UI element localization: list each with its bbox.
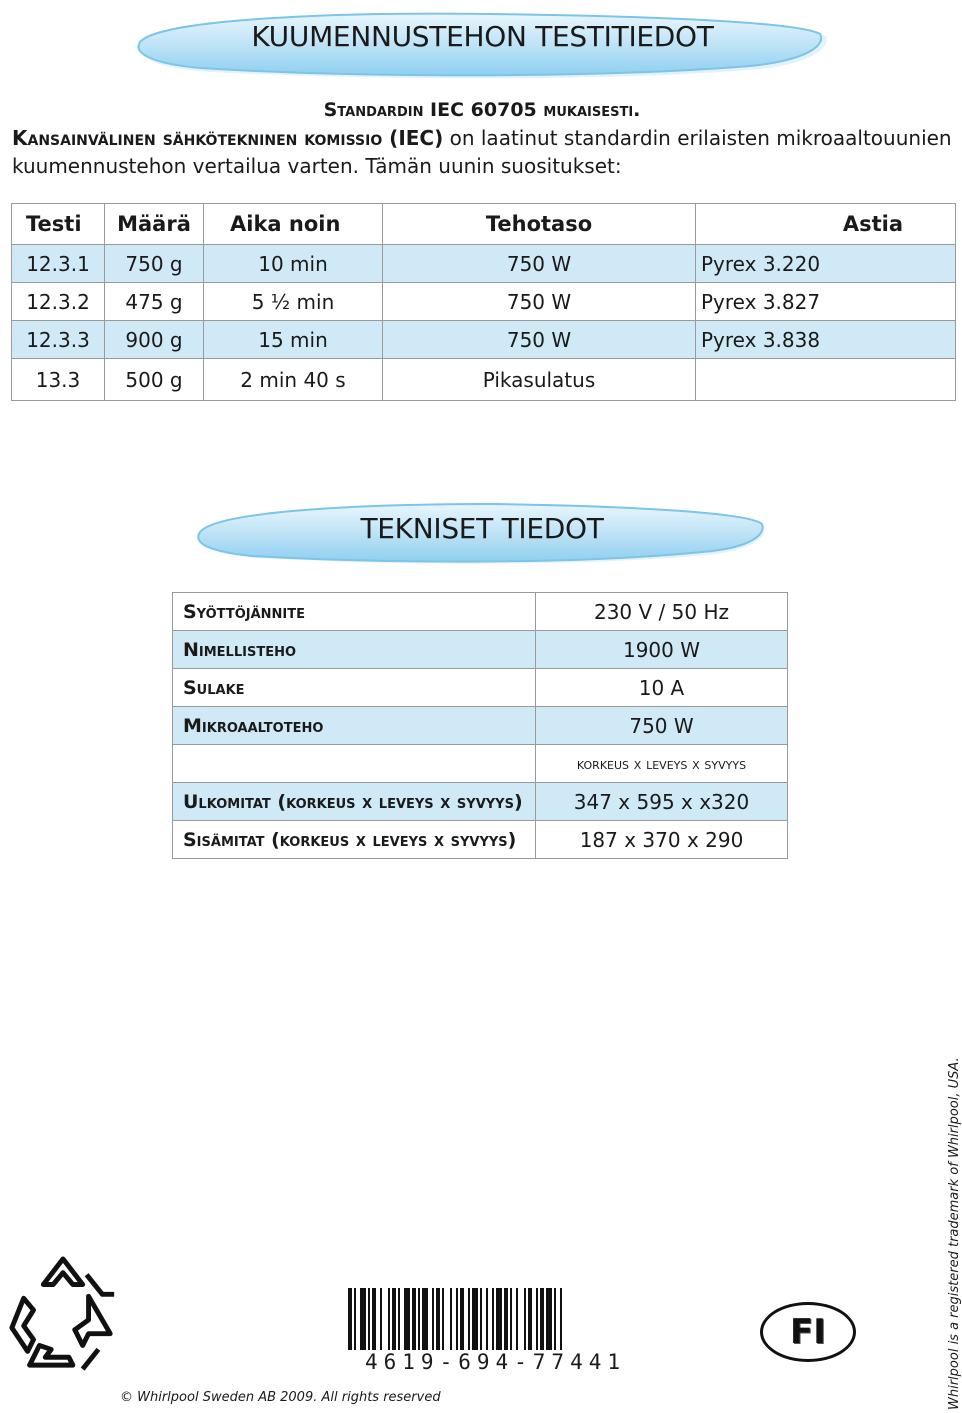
- table-row: [12, 359, 956, 401]
- barcode-bar: [450, 1288, 452, 1350]
- cell-power: Pikasulatus: [383, 359, 696, 401]
- intro-body: on laatinut standardin erilaisten mikroaaltouunien kuumennustehon vertailua varten. Tämän uunin suositukset:: [12, 126, 952, 178]
- table-row: [173, 745, 788, 783]
- spec-label: Ulkomitat (korkeus x leveys x syvyys): [173, 783, 536, 821]
- cell-test: 13.3: [12, 359, 105, 401]
- barcode-bar: [418, 1288, 420, 1350]
- standard-heading: Standardin IEC 60705 mukaisesti.: [323, 99, 641, 121]
- barcode-bar: [524, 1288, 526, 1350]
- country-code: FI: [790, 1312, 826, 1352]
- barcode-bar: [504, 1288, 508, 1350]
- spec-label: Nimellisteho: [173, 631, 536, 669]
- table-row: [173, 783, 788, 821]
- section-banner-technical-data: [192, 500, 772, 572]
- barcode-bar: [472, 1288, 478, 1350]
- barcode-number: 4619-694-77441: [365, 1350, 627, 1374]
- spec-value: 1900 W: [536, 631, 788, 669]
- section-title: KUUMENNUSTEHON TESTITIEDOT: [251, 20, 714, 53]
- table-row: [173, 631, 788, 669]
- iec-organization: Kansainvälinen sähkötekninen komissio (IEC): [12, 126, 444, 150]
- column-header-time: Aika noin: [204, 204, 383, 245]
- technical-data-table: [172, 592, 788, 859]
- heating-test-table: [11, 203, 956, 401]
- spec-value: 10 A: [536, 669, 788, 707]
- cell-time: 2 min 40 s: [204, 359, 383, 401]
- cell-time: 15 min: [204, 321, 383, 359]
- table-row: [12, 321, 956, 359]
- table-row: [173, 821, 788, 859]
- barcode-icon: [348, 1288, 660, 1350]
- barcode-bar: [348, 1288, 352, 1350]
- section-banner-test-data: [130, 8, 835, 86]
- barcode-bar: [354, 1288, 356, 1350]
- table-header-row: [12, 204, 956, 245]
- barcode-bar: [510, 1288, 512, 1350]
- barcode-bar: [442, 1288, 444, 1350]
- spec-label: [173, 745, 536, 783]
- table-row: [12, 283, 956, 321]
- cell-amount: 500 g: [105, 359, 204, 401]
- spec-value: 347 x 595 x x320: [536, 783, 788, 821]
- barcode-bar: [554, 1288, 556, 1350]
- barcode-bar: [368, 1288, 370, 1350]
- barcode-bar: [486, 1288, 488, 1350]
- spec-label: Sisämitat (korkeus x leveys x syvyys): [173, 821, 536, 859]
- barcode-bar: [492, 1288, 494, 1350]
- cell-amount: 750 g: [105, 245, 204, 283]
- spec-label: Mikroaaltoteho: [173, 707, 536, 745]
- column-header-amount: Määrä: [105, 204, 204, 245]
- barcode-bar: [460, 1288, 464, 1350]
- spec-value: 750 W: [536, 707, 788, 745]
- cell-time: 5 ½ min: [204, 283, 383, 321]
- cell-dish: Pyrex 3.838: [696, 321, 956, 359]
- cell-dish: Pyrex 3.827: [696, 283, 956, 321]
- barcode-bar: [516, 1288, 518, 1350]
- barcode-bar: [392, 1288, 396, 1350]
- cell-time: 10 min: [204, 245, 383, 283]
- cell-amount: 900 g: [105, 321, 204, 359]
- barcode-bar: [496, 1288, 502, 1350]
- barcode-bar: [456, 1288, 458, 1350]
- barcode-bar: [536, 1288, 538, 1350]
- barcode-bar: [468, 1288, 470, 1350]
- column-header-power: Tehotaso: [383, 204, 696, 245]
- barcode-bar: [436, 1288, 440, 1350]
- intro-text-block: [12, 96, 952, 180]
- cell-power: 750 W: [383, 321, 696, 359]
- section-title: TEKNISET TIEDOT: [360, 512, 604, 545]
- barcode-bar: [372, 1288, 376, 1350]
- barcode-bar: [480, 1288, 482, 1350]
- cell-power: 750 W: [383, 245, 696, 283]
- barcode-bar: [560, 1288, 562, 1350]
- barcode-bar: [360, 1288, 366, 1350]
- spec-value: 187 x 370 x 290: [536, 821, 788, 859]
- table-row: [173, 593, 788, 631]
- cell-test: 12.3.1: [12, 245, 105, 283]
- spec-label: Sulake: [173, 669, 536, 707]
- barcode-bar: [432, 1288, 434, 1350]
- barcode-bar: [388, 1288, 390, 1350]
- cell-amount: 475 g: [105, 283, 204, 321]
- table-row: [173, 669, 788, 707]
- cell-dish: Pyrex 3.220: [696, 245, 956, 283]
- spec-value: 230 V / 50 Hz: [536, 593, 788, 631]
- spec-label: Syöttöjännite: [173, 593, 536, 631]
- barcode-bar: [422, 1288, 428, 1350]
- barcode-bar: [398, 1288, 400, 1350]
- barcode-bar: [546, 1288, 552, 1350]
- table-row: [173, 707, 788, 745]
- barcode-bar: [404, 1288, 410, 1350]
- cell-test: 12.3.2: [12, 283, 105, 321]
- cell-test: 12.3.3: [12, 321, 105, 359]
- barcode-bar: [528, 1288, 532, 1350]
- country-code-badge: [760, 1302, 856, 1362]
- intro-paragraph: [12, 124, 952, 180]
- barcode-bar: [380, 1288, 382, 1350]
- column-header-dish: Astia: [696, 204, 956, 245]
- cell-power: 750 W: [383, 283, 696, 321]
- table-row: [12, 245, 956, 283]
- barcode-bar: [412, 1288, 416, 1350]
- copyright-notice: © Whirlpool Sweden AB 2009. All rights reserved: [120, 1390, 441, 1405]
- barcode-bar: [540, 1288, 544, 1350]
- trademark-notice: Whirlpool is a registered trademark of Whirlpool, USA.: [947, 1057, 962, 1410]
- recycle-icon: [4, 1255, 122, 1373]
- spec-value: korkeus x leveys x syvyys: [536, 745, 788, 783]
- cell-dish: [696, 359, 956, 401]
- column-header-test: Testi: [12, 204, 105, 245]
